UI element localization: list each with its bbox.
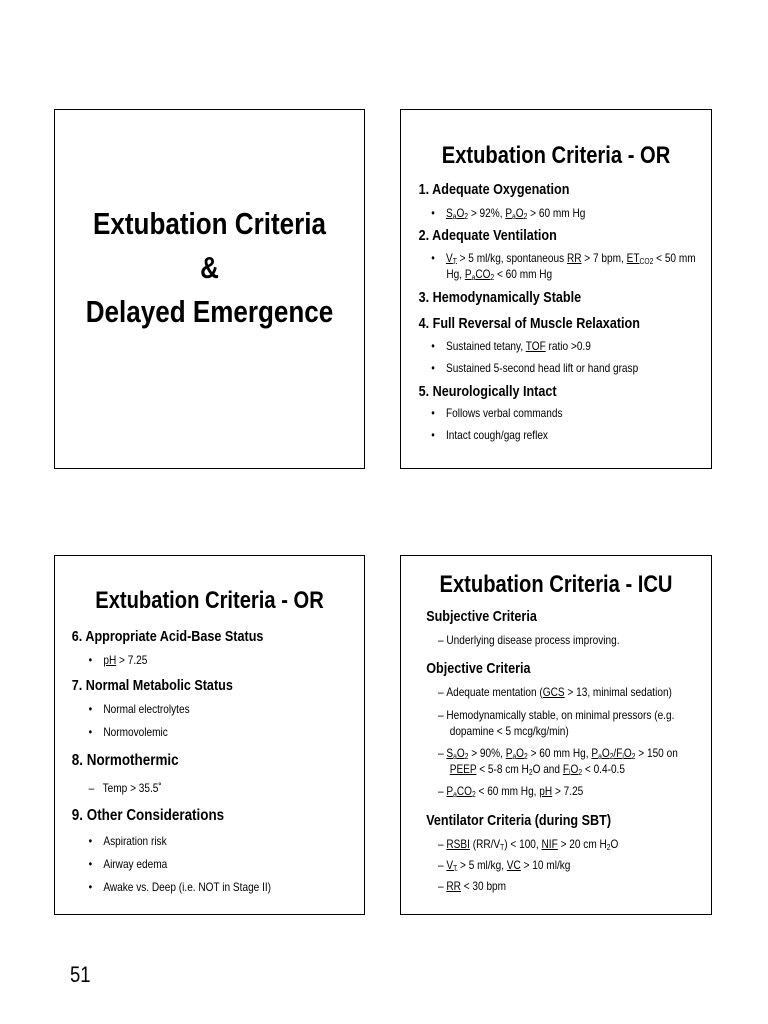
bullet-item: • pH > 7.25 [88, 653, 148, 667]
bullet-item: • Airway edema [88, 857, 168, 871]
bullet-item: – Adequate mentation (GCS > 13, minimal sedation) [437, 685, 672, 699]
bullet-item: • $V_T > 5$ ml/kg, spontaneous RR > 7 bpm, $ET_{CO2} < 50$ mm [431, 251, 696, 266]
bullet-item: • Awake vs. Deep (i.e. NOT in Stage II) [88, 880, 272, 894]
bullet-item: • Normovolemic [88, 725, 168, 739]
section-heading: Objective Criteria [426, 660, 531, 677]
slide-title-heading: Extubation Criteria - ICU [439, 571, 673, 598]
bullet-item: • Aspiration risk [88, 834, 167, 848]
bullet-item: • Sustained 5-second head lift or hand grasp [431, 361, 639, 375]
slide-extubation-or-2 [54, 555, 365, 915]
page-number: 51 [70, 962, 91, 987]
bullet-item: – Underlying disease process improving. [437, 633, 620, 647]
bullet-item: • Intact cough/gag reflex [431, 428, 548, 442]
slide-extubation-or-1 [400, 109, 712, 469]
criterion-heading: 6. Appropriate Acid-Base Status [71, 628, 264, 645]
bullet-item: – $P_aCO_2 < 60$ mm Hg, pH > 7.25 [437, 784, 584, 799]
criterion-heading: 4. Full Reversal of Muscle Relaxation [418, 315, 640, 332]
criterion-heading: 7. Normal Metabolic Status [71, 677, 233, 694]
criterion-heading: 8. Normothermic [71, 752, 179, 769]
bullet-item: – RR < 30 bpm [437, 879, 507, 893]
bullet-item-continued: PEEP < 5-8 cm $H_2O$ and $F_iO_2 < 0.4-0.5$ [449, 762, 625, 777]
main-title: Extubation Criteria & Delayed Emergence [85, 206, 334, 329]
slide-title-heading: Extubation Criteria - OR [441, 142, 671, 169]
slide-title-heading: Extubation Criteria - OR [95, 587, 324, 614]
bullet-item: – Hemodynamically stable, on minimal pressors (e.g. [437, 708, 675, 722]
bullet-item: – $V_T > 5$ ml/kg, VC > 10 ml/kg [437, 858, 571, 873]
criterion-heading: 3. Hemodynamically Stable [418, 289, 582, 306]
bullet-item-continued: dopamine < 5 mcg/kg/min) [449, 724, 569, 738]
section-heading: Ventilator Criteria (during SBT) [426, 812, 612, 829]
slide-extubation-icu [400, 555, 712, 915]
bullet-item: • Normal electrolytes [88, 702, 190, 716]
bullet-item: • Follows verbal commands [431, 406, 563, 420]
criterion-heading: 1. Adequate Oxygenation [418, 181, 570, 198]
bullet-item-continued: Hg, $P_aCO_2 < 60$ mm Hg [446, 267, 553, 282]
slide-title [54, 109, 365, 469]
bullet-item: • $S_aO_2 > 92\%$, $P_aO_2 > 60$ mm Hg [431, 206, 586, 221]
section-heading: Subjective Criteria [426, 608, 537, 625]
bullet-item: – $S_aO_2 > 90\%$, $P_aO_2 > 60$ mm Hg, $P_aO_2/F_iO_2 > 150$ on [437, 746, 678, 761]
criterion-heading: 2. Adequate Ventilation [418, 227, 557, 244]
bullet-item: – Temp > 35.5˚ [88, 781, 162, 795]
criterion-heading: 5. Neurologically Intact [418, 383, 557, 400]
bullet-item: • Sustained tetany, TOF ratio >0.9 [431, 339, 591, 353]
criterion-heading: 9. Other Considerations [71, 807, 225, 824]
bullet-item: – RSBI $(RR/V_T) < 100$, NIF > 20 cm $H_2O$ [437, 837, 619, 852]
